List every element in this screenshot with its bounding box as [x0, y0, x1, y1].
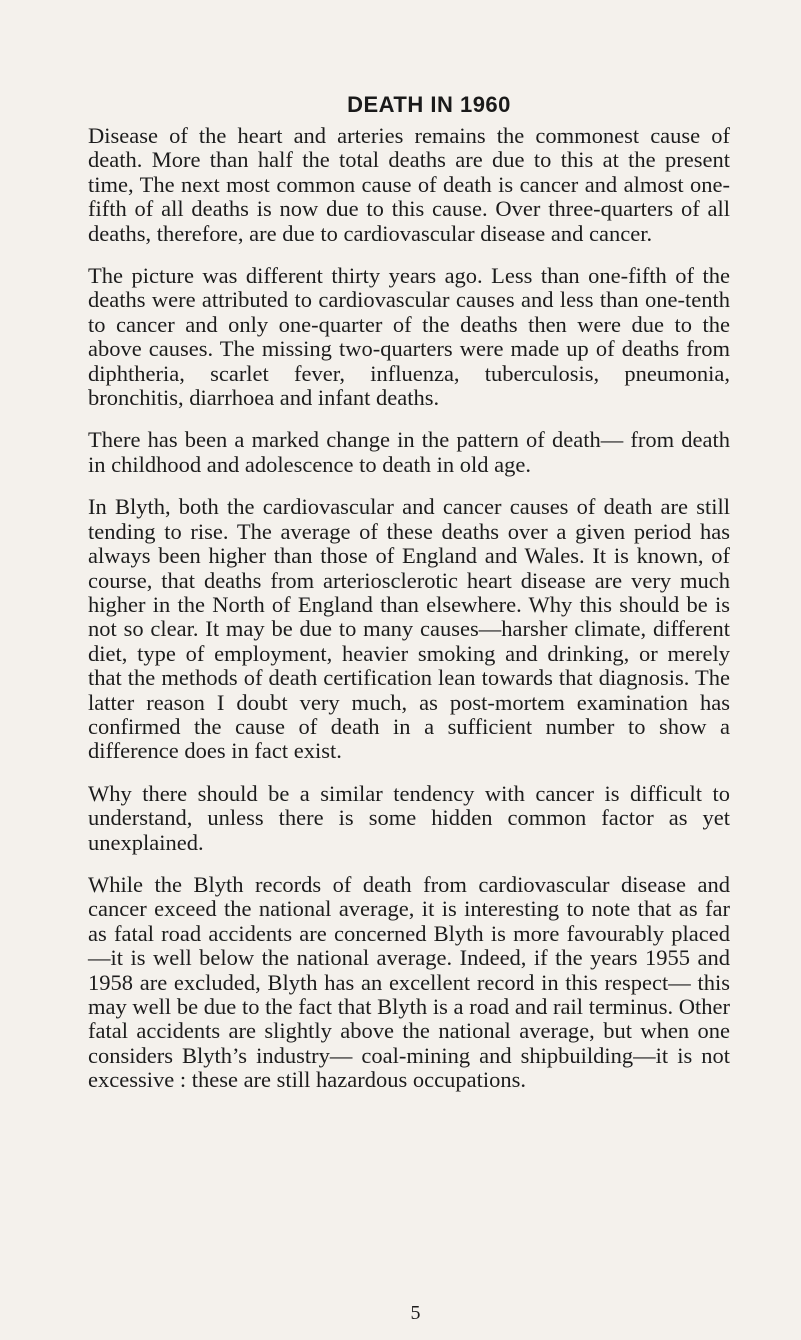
paragraph-1: Disease of the heart and arteries remains the commonest cause of death. More than half the total deaths are due to this at the present time, The next most common cause of death is cancer and almost one-fifth of all deaths is now due to this cause. Over three-quarters of all deaths, therefore, are due to cardiovascular disease and cancer.: [88, 123, 730, 246]
document-page: [88, 92, 730, 1111]
paragraph-5: Why there should be a similar tendency with cancer is difficult to understand, unless there is some hidden common factor as yet unexplained.: [88, 780, 730, 855]
page-heading: DEATH IN 1960: [347, 92, 511, 117]
paragraph-4: In Blyth, both the cardiovascular and cancer causes of death are still tending to rise. The average of these deaths over a given period has always been higher than those of England and Wales. It is known, of course, that deaths from arteriosclerotic heart disease are very much higher in the North of England than elsewhere. Why this should be is not so clear. It may be due to many causes—harsher climate, different diet, type of employment, heavier smoking and drinking, or merely that the methods of death certification lean towards that diagnosis. The latter reason I doubt very much, as post-mortem examination has confirmed the cause of death in a sufficient number to show a difference does in fact exist.: [88, 494, 730, 764]
paragraph-2: The picture was different thirty years ago. Less than one-fifth of the deaths were attributed to cardiovascular causes and less than one-tenth to cancer and only one-quarter of the deaths then were due to the above causes. The missing two-quarters were made up of deaths from diphtheria, scarlet fever, influenza, tuberculosis, pneumonia, bronchitis, diarrhoea and infant deaths.: [88, 263, 730, 411]
paragraph-6: While the Blyth records of death from cardiovascular disease and cancer exceed the national average, it is interesting to note that as far as fatal road accidents are concerned Blyth is more favourably placed—it is well below the national average. Indeed, if the years 1955 and 1958 are excluded, Blyth has an excellent record in this respect— this may well be due to the fact that Blyth is a road and rail terminus. Other fatal accidents are slightly above the national average, but when one considers Blyth’s industry— coal-mining and shipbuilding—it is not excessive : these are still hazardous occupations.: [88, 871, 730, 1093]
page-number: 5: [410, 1302, 421, 1324]
paragraph-3: There has been a marked change in the pattern of death— from death in childhood and adolescence to death in old age.: [88, 427, 730, 477]
